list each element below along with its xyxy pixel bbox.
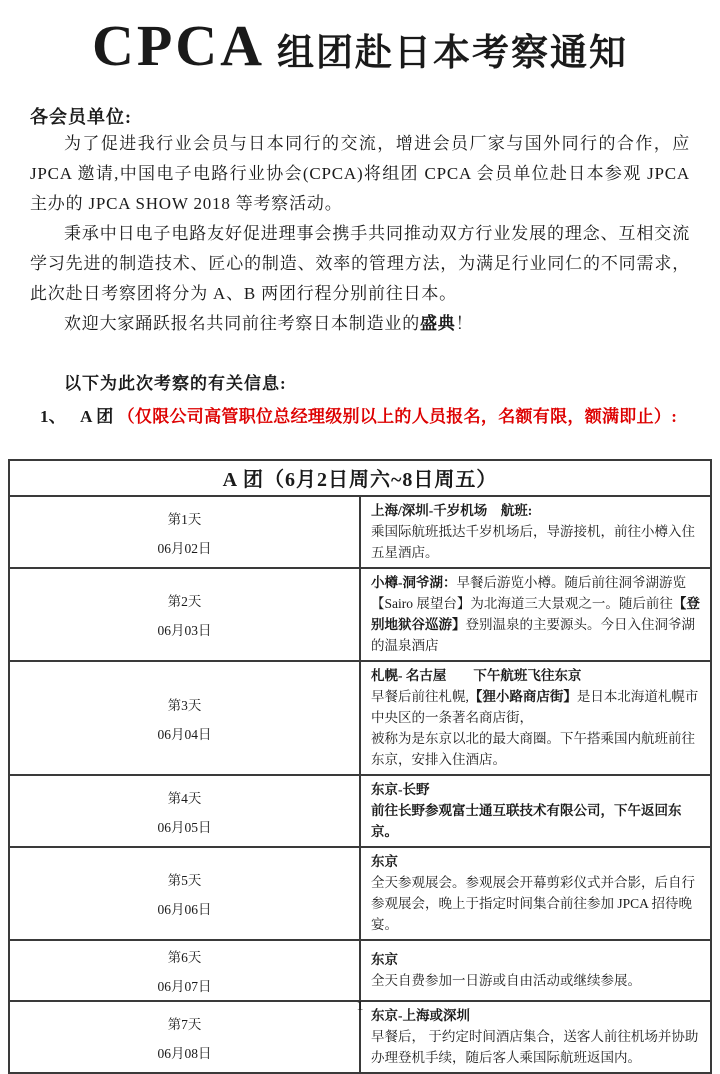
itinerary-line — [371, 728, 702, 770]
itinerary-line — [371, 500, 702, 521]
text-segment: 早餐后， 于约定时间酒店集合，送客人前往机场并协助办理登机手续，随后客人乘国际航班返国内。 — [371, 1029, 699, 1065]
date-label: 06月04日 — [157, 726, 212, 742]
date-label: 06月02日 — [157, 540, 212, 556]
bold-text-segment: 小樽-洞爷湖： — [371, 575, 457, 590]
item-label: A 团 — [80, 407, 114, 426]
text-segment: 早餐后前往札幌, — [371, 689, 469, 704]
list-item-a-team — [30, 402, 690, 427]
day-label: 第7天 — [167, 1016, 202, 1032]
bold-text-segment: 东京-上海或深圳 — [371, 1008, 470, 1023]
paragraph — [30, 309, 690, 339]
description-cell — [360, 661, 711, 775]
salutation: 各会员单位: — [30, 107, 132, 127]
paragraph — [30, 129, 690, 219]
itinerary-line — [371, 872, 702, 935]
day-label: 第1天 — [167, 511, 202, 527]
day-label: 第3天 — [167, 697, 202, 713]
text-segment: 欢迎大家踊跃报名共同前往考察日本制造业的 — [64, 314, 420, 333]
document-body — [30, 103, 690, 427]
day-label: 第2天 — [167, 594, 202, 609]
item-number: 1、 — [40, 407, 67, 426]
date-label: 06月05日 — [157, 819, 212, 835]
day-cell — [9, 940, 360, 1001]
paragraph — [30, 219, 690, 309]
itinerary-line — [371, 665, 702, 686]
bold-text-segment: 【登别地狱谷巡游】 — [371, 596, 700, 632]
page-number: 1 — [356, 999, 364, 1014]
text-segment: 登别温泉的主要源头。今日入住洞爷湖的温泉酒店 — [371, 617, 695, 653]
description-cell — [360, 568, 711, 661]
itinerary-table-body — [9, 496, 711, 1073]
bold-text-segment: 东京-长野 — [371, 782, 430, 797]
table-title: A 团（6月2日周六~8日周五） — [9, 460, 711, 496]
table-row — [9, 775, 711, 847]
document-page — [0, 12, 720, 1065]
itinerary-line — [371, 572, 702, 656]
document-title — [0, 12, 720, 79]
itinerary-line — [371, 800, 702, 842]
text-segment: 是日本北海道札幌市中央区的一条著名商店街， — [371, 689, 699, 725]
bold-text-segment: 东京 — [371, 952, 398, 967]
day-label: 第5天 — [167, 873, 202, 888]
title-chinese: 组团赴日本考察通知 — [277, 33, 629, 74]
bold-text-segment: 【狸小路商店街】 — [468, 689, 577, 704]
text-segment: 全天参观展会。参观展会开幕剪彩仪式并合影，后自行参观展会，晚上于指定时间集合前往参加 JPCA 招待晚宴。 — [371, 875, 695, 932]
itinerary-line — [371, 686, 702, 728]
item-note-red: （仅限公司高管职位总经理级别以上的人员报名，名额有限，额满即止）: — [117, 407, 678, 426]
itinerary-line — [371, 970, 702, 991]
bold-text-segment: 东京 — [371, 854, 398, 869]
date-label: 06月03日 — [157, 623, 212, 638]
day-cell — [9, 847, 360, 940]
table-row — [9, 847, 711, 940]
bold-text-segment: 盛典 — [420, 314, 456, 333]
day-cell — [9, 661, 360, 775]
itinerary-line — [371, 851, 702, 872]
text-segment: 全天自费参加一日游或自由活动或继续参展。 — [371, 973, 641, 988]
table-header-row — [9, 460, 711, 496]
description-cell — [360, 496, 711, 568]
table-row — [9, 661, 711, 775]
paragraph-block — [30, 129, 690, 339]
bold-text-segment: 上海/深圳-千岁机场 航班: — [371, 503, 533, 518]
info-intro: 以下为此次考察的有关信息: — [64, 374, 287, 393]
itinerary-table — [8, 459, 712, 1074]
day-cell — [9, 775, 360, 847]
table-row — [9, 568, 711, 661]
date-label: 06月06日 — [157, 902, 212, 917]
description-cell — [360, 940, 711, 1001]
text-segment: 乘国际航班抵达千岁机场后，导游接机，前往小樽入住五星酒店。 — [371, 524, 695, 560]
date-label: 06月07日 — [157, 979, 212, 994]
day-cell — [9, 568, 360, 661]
day-label: 第6天 — [167, 950, 202, 965]
text-segment: 秉承中日电子电路友好促进理事会携手共同推动双方行业发展的理念、互相交流学习先进的制造技术、匠心的制造、效率的管理方法，为满足行业同仁的不同需求，此次赴日考察团将分为 A、B 两团行程分别前往日本。 — [30, 224, 690, 303]
itinerary-line — [371, 949, 702, 970]
day-cell — [9, 496, 360, 568]
itinerary-line — [371, 779, 702, 800]
bold-text-segment: 札幌- 名古屋 下午航班飞往东京 — [371, 668, 582, 683]
date-label: 06月08日 — [157, 1045, 212, 1061]
table-row — [9, 496, 711, 568]
bold-text-segment: 前往长野参观富士通互联技术有限公司，下午返回东京。 — [371, 803, 682, 839]
text-segment: 为了促进我行业会员与日本同行的交流，增进会员厂家与国外同行的合作，应 JPCA 邀请,中国电子电路行业协会(CPCA)将组团 CPCA 会员单位赴日本参观 JPCA 主办的 JPCA SHOW 2018 等考察活动。 — [30, 134, 690, 213]
description-cell — [360, 847, 711, 940]
itinerary-line — [371, 1026, 702, 1068]
text-segment: ！ — [455, 314, 474, 333]
day-label: 第4天 — [167, 790, 202, 806]
description-cell — [360, 775, 711, 847]
text-segment: 早餐后游览小樽。随后前往洞爷湖游览【Sairo 展望台】为北海道三大景观之一。随后前往 — [371, 575, 686, 611]
text-segment: 被称为是东京以北的最大商圈。下午搭乘国内航班前往东京，安排入住酒店。 — [371, 731, 695, 767]
itinerary-line — [371, 521, 702, 563]
title-org-abbr: CPCA — [91, 13, 266, 78]
table-row — [9, 940, 711, 1001]
